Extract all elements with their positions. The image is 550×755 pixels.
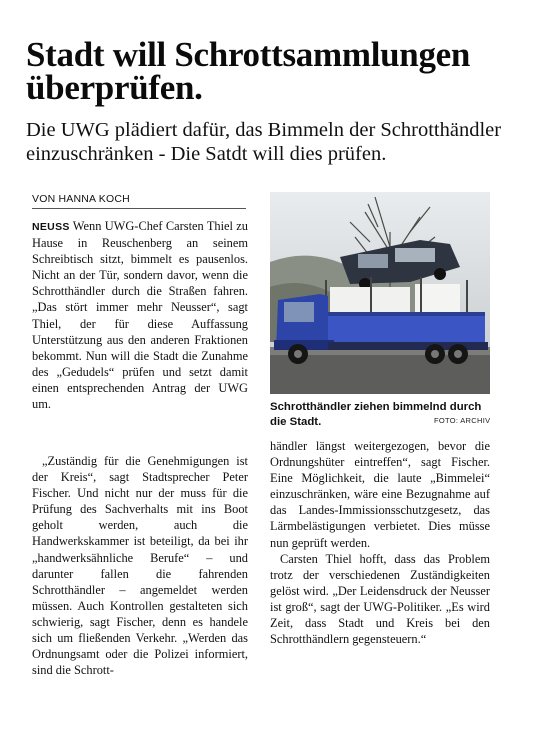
article-paragraph: Carsten Thiel hofft, dass das Problem trotz der verschiedenen Zuständigkeiten gelöst wird. „Der Leidensdruck der Neusser ist groß“, sagt der UWG-Politiker. „Es wird Zeit, dass Stadt und Kreis bei den Schrotthändlern gegensteuern.“ — [270, 551, 490, 647]
paragraph-1-text: Wenn UWG-Chef Carsten Thiel zu Hause in Reuschenberg an seinem Schreibtisch sitzt, bimmelt es pausenlos. Nicht an der Tür, sondern davor, wenn die Schrotthändler durch die Straßen fahren. „Das stört immer mehr Neusser“, sagt Thiel, der für diese Auffassung Unterstützung aus den anderen Fraktionen bekommt. Nun will die Stadt die Zunahme des „Gedudels“ prüfen und setzt damit einen entsprechenden Antrag der UWG um. — [32, 219, 248, 412]
article-paragraph: „Zuständig für die Genehmigungen ist der Kreis“, sagt Stadtsprecher Peter Fischer. Und nicht nur der muss für die Prüfung des Sachverhalts mit ins Boot geholt werden, auch die Handwerkskammer ist beteiligt, da bei ihr „handwerksähnliche Berufe“ – und darunter fallen die fahrenden Schrotthändler – angemeldet werden müssen. Auch Kontrollen gestalteten sich schwierig, sagt Fischer, denn es handele sich um fließenden Verkehr. „Werden das Ordnungsamt oder die Polizei informiert, sind die Schrott- — [32, 454, 248, 678]
dateline: NEUSS — [32, 221, 70, 233]
article-paragraph: händler längst weitergezogen, bevor die Ordnungshüter eintreffen“, sagt Fischer. Eine Möglichkeit, die laute „Bimmelei“ einzuschränken, wäre eine Bezugnahme auf das Landes-Immissionsschutzgesetz, das Lärmbelästigungen verbietet. Dies müsse nun geprüft werden. — [270, 439, 490, 550]
article-column-bottom-left — [32, 453, 248, 678]
article-photo — [270, 192, 490, 394]
headline: Stadt will Schrottsammlungen überprüfen. — [26, 35, 471, 107]
article-paragraph — [32, 218, 248, 412]
byline: VON HANNA KOCH — [32, 193, 246, 209]
subheadline: Die UWG plädiert dafür, das Bimmeln der Schrotthändler einzuschränken - Die Satdt will dies prüfen. — [26, 119, 502, 165]
article-column-top-left — [32, 218, 248, 412]
photo-caption: Schrotthändler ziehen bimmelnd durch die Stadt. — [270, 401, 482, 428]
photo-credit: FOTO: ARCHIV — [434, 416, 491, 425]
article-column-bottom-right — [270, 438, 490, 647]
scrap-truck-photo — [270, 192, 490, 394]
